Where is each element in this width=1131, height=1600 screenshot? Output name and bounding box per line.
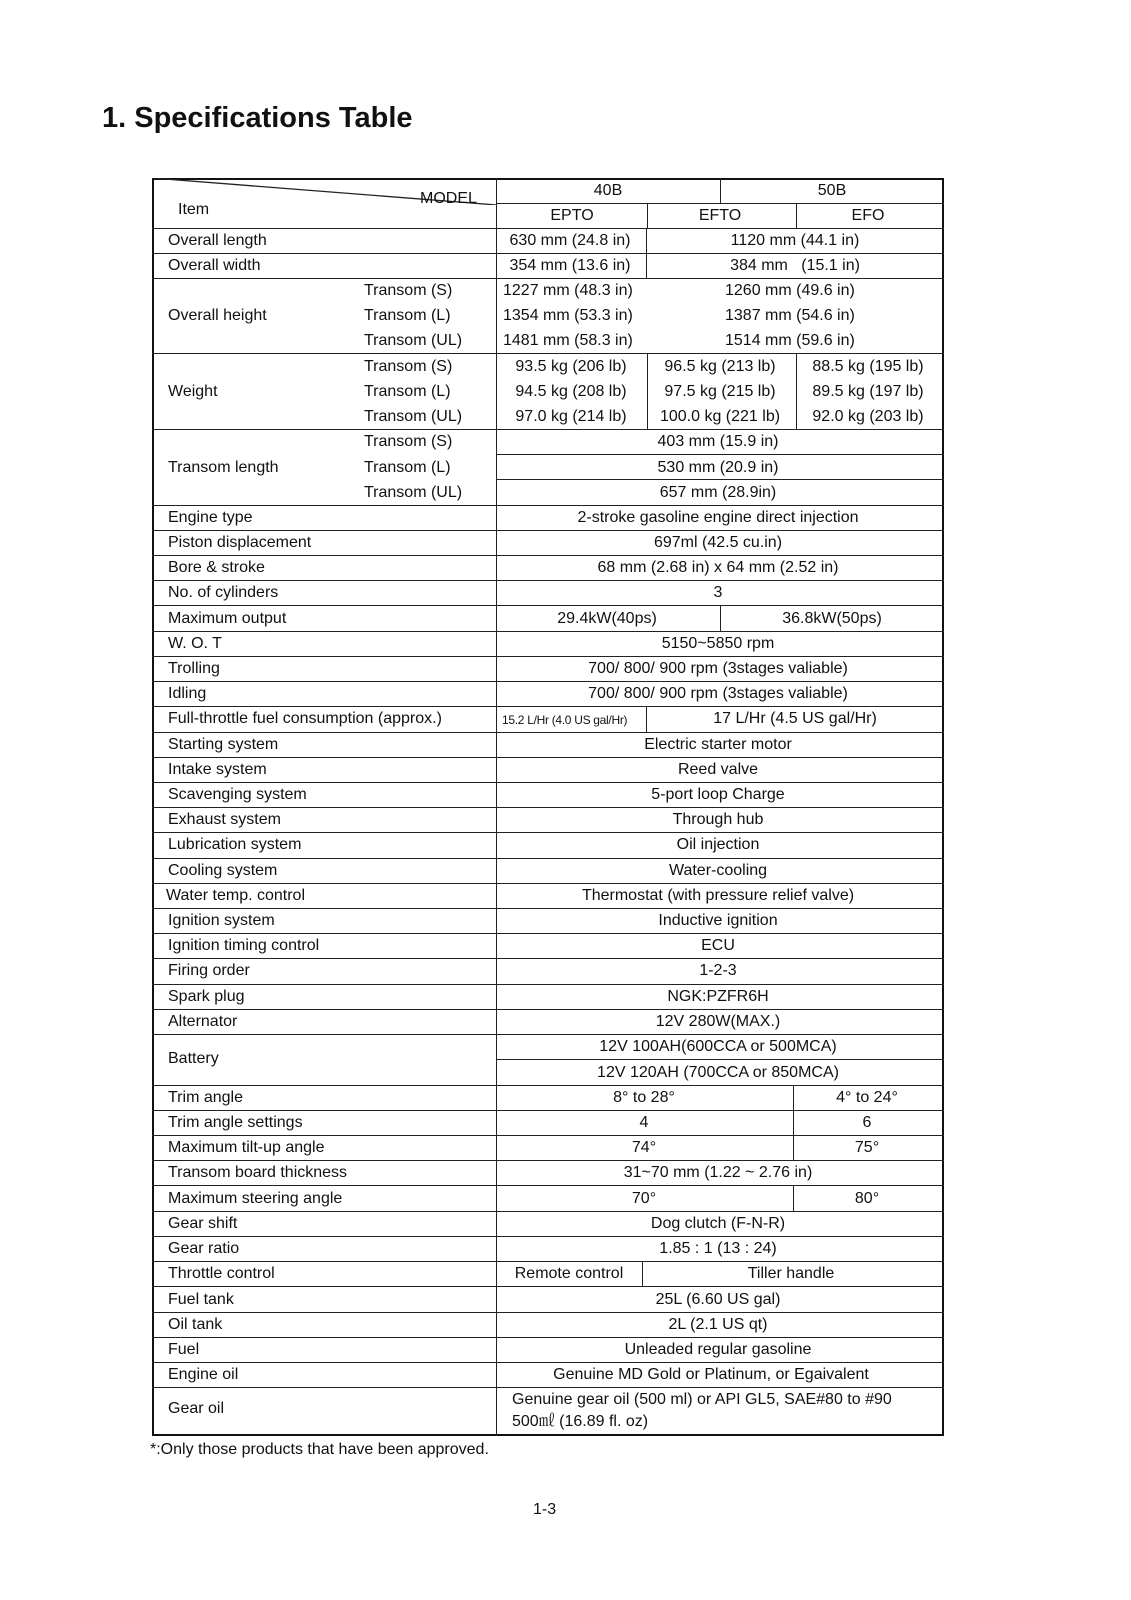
cell: Reed valve <box>677 761 759 778</box>
hline <box>152 1261 944 1262</box>
cell: 12V 280W(MAX.) <box>655 1013 781 1030</box>
cell: 4 <box>639 1114 649 1131</box>
hline <box>152 1185 944 1186</box>
sub-label: Transom (L) <box>364 459 451 476</box>
sub-label: Transom (S) <box>364 282 453 299</box>
hline <box>152 505 944 506</box>
cell: 1481 mm (58.3 in) <box>503 332 633 349</box>
cell: Genuine gear oil (500 ml) or API GL5, SAE#80 to #90 <box>512 1391 892 1408</box>
hline <box>152 353 944 354</box>
row-label: Idling <box>168 685 207 702</box>
row-label: Transom board thickness <box>168 1164 348 1181</box>
cell: Through hub <box>672 811 764 828</box>
cell: 1354 mm (53.3 in) <box>503 307 633 324</box>
hline <box>152 858 944 859</box>
divider-epto-efto-header <box>647 203 648 228</box>
cell: 68 mm (2.68 in) x 64 mm (2.52 in) <box>597 559 839 576</box>
hline <box>152 1135 944 1136</box>
cell: 630 mm (24.8 in) <box>509 232 631 249</box>
cell: 3 <box>713 584 723 601</box>
hline <box>152 1085 944 1086</box>
cell: 92.0 kg (203 lb) <box>812 408 924 425</box>
cell: 15.2 L/Hr (4.0 US gal/Hr) <box>502 713 628 727</box>
hline <box>152 807 944 808</box>
cell: 354 mm (13.6 in) <box>509 257 631 274</box>
cell: Water-cooling <box>668 862 768 879</box>
cell: 97.0 kg (214 lb) <box>515 408 627 425</box>
cell: 2-stroke gasoline engine direct injection <box>577 509 859 526</box>
hline <box>152 832 944 833</box>
cell: 384 mm (15.1 in) <box>730 257 860 274</box>
sub-label: Transom (UL) <box>364 332 463 349</box>
hline <box>152 681 944 682</box>
cell: 88.5 kg (195 lb) <box>812 358 924 375</box>
hline <box>152 1160 944 1161</box>
row-label: Gear oil <box>168 1400 225 1417</box>
cell: 100.0 kg (221 lb) <box>659 408 781 425</box>
divider-efto-efo-header <box>796 203 797 228</box>
row-label: Cooling system <box>168 862 278 879</box>
divider-40b-50b <box>720 178 721 203</box>
sub-label: Transom (L) <box>364 307 451 324</box>
row-label: W. O. T <box>168 635 222 652</box>
row-label: Exhaust system <box>168 811 281 828</box>
row-label: Ignition timing control <box>168 937 320 954</box>
row-label: Overall length <box>168 232 267 249</box>
hline <box>496 203 944 204</box>
cell: Thermostat (with pressure relief valve) <box>581 887 855 904</box>
hline <box>152 1286 944 1287</box>
hline <box>152 984 944 985</box>
cell: 1260 mm (49.6 in) <box>725 282 855 299</box>
hline <box>152 1110 944 1111</box>
sub-label: Transom (UL) <box>364 484 463 501</box>
row-label: Full-throttle fuel consumption (approx.) <box>168 710 442 727</box>
divider-trim <box>793 1085 794 1160</box>
cell: 697ml (42.5 cu.in) <box>653 534 783 551</box>
divider-weight-1 <box>647 354 648 429</box>
header-model-50b: 50B <box>817 182 847 199</box>
cell: 1227 mm (48.3 in) <box>503 282 633 299</box>
hline <box>152 253 944 254</box>
cell: 2L (2.1 US qt) <box>668 1316 768 1333</box>
header-model-40b: 40B <box>593 182 623 199</box>
hline <box>496 1059 944 1060</box>
row-label: Weight <box>168 383 218 400</box>
cell: 89.5 kg (197 lb) <box>812 383 924 400</box>
hline <box>152 883 944 884</box>
cell: Tiller handle <box>747 1265 835 1282</box>
row-label: Transom length <box>168 459 279 476</box>
cell: 500㎖ (16.89 fl. oz) <box>512 1413 649 1430</box>
cell: 6 <box>862 1114 872 1131</box>
row-label: Oil tank <box>168 1316 223 1333</box>
hline <box>152 530 944 531</box>
cell: 94.5 kg (208 lb) <box>515 383 627 400</box>
cell: Unleaded regular gasoline <box>624 1341 812 1358</box>
cell: 80° <box>854 1190 880 1207</box>
cell: Inductive ignition <box>658 912 778 929</box>
hline <box>152 933 944 934</box>
cell: 1.85 : 1 (13 : 24) <box>659 1240 777 1257</box>
cell: 8° to 28° <box>613 1089 675 1106</box>
hline <box>152 1009 944 1010</box>
hline <box>152 1387 944 1388</box>
sub-label: Transom (S) <box>364 358 453 375</box>
row-label: Water temp. control <box>166 887 306 904</box>
cell: 5150~5850 rpm <box>661 635 775 652</box>
cell: 700/ 800/ 900 rpm (3stages valiable) <box>588 660 848 677</box>
cell: 1514 mm (59.6 in) <box>725 332 855 349</box>
hline <box>152 1034 944 1035</box>
cell: NGK:PZFR6H <box>667 988 769 1005</box>
header-variant-epto: EPTO <box>550 207 594 224</box>
divider-fuel-consumption <box>646 707 647 732</box>
row-label: Overall height <box>168 307 267 324</box>
hline <box>152 757 944 758</box>
row-label: Engine oil <box>168 1366 239 1383</box>
row-label: Engine type <box>168 509 253 526</box>
row-label: Maximum output <box>168 610 287 627</box>
cell: 530 mm (20.9 in) <box>657 459 779 476</box>
cell: 29.4kW(40ps) <box>557 610 657 627</box>
hline <box>152 732 944 733</box>
row-label: Starting system <box>168 736 279 753</box>
row-label: Piston displacement <box>168 534 312 551</box>
cell: 12V 120AH (700CCA or 850MCA) <box>597 1064 839 1081</box>
hline <box>152 908 944 909</box>
hline <box>152 1236 944 1237</box>
cell: 1120 mm (44.1 in) <box>730 232 860 249</box>
hline <box>496 479 944 480</box>
hline <box>152 429 944 430</box>
divider-steering <box>793 1186 794 1211</box>
cell: Electric starter motor <box>644 736 792 753</box>
cell: Genuine MD Gold or Platinum, or Egaivalent <box>553 1366 869 1383</box>
cell: 31~70 mm (1.22 ~ 2.76 in) <box>623 1164 813 1181</box>
sub-label: Transom (S) <box>364 433 453 450</box>
row-label: Throttle control <box>168 1265 275 1282</box>
cell: Oil injection <box>676 836 760 853</box>
sub-label: Transom (L) <box>364 383 451 400</box>
row-label: Battery <box>168 1050 219 1067</box>
row-label: Ignition system <box>168 912 275 929</box>
hline <box>152 656 944 657</box>
cell: 403 mm (15.9 in) <box>657 433 779 450</box>
cell: ECU <box>701 937 735 954</box>
hline <box>152 278 944 279</box>
divider-max-output <box>720 606 721 631</box>
row-label: Lubrication system <box>168 836 302 853</box>
row-label: Intake system <box>168 761 267 778</box>
footnote: *:Only those products that have been approved. <box>150 1441 489 1458</box>
cell: 25L (6.60 US gal) <box>655 1291 781 1308</box>
cell: 75° <box>854 1139 880 1156</box>
row-label: Scavenging system <box>168 786 307 803</box>
hline <box>152 580 944 581</box>
cell: Dog clutch (F-N-R) <box>650 1215 786 1232</box>
row-label: Gear shift <box>168 1215 238 1232</box>
row-label: Fuel <box>168 1341 200 1358</box>
hline <box>152 631 944 632</box>
hline <box>152 605 944 606</box>
row-label: Alternator <box>168 1013 238 1030</box>
cell: 93.5 kg (206 lb) <box>515 358 627 375</box>
row-label: No. of cylinders <box>168 584 279 601</box>
page-number: 1-3 <box>533 1501 557 1518</box>
row-label: Fuel tank <box>168 1291 234 1308</box>
cell: 700/ 800/ 900 rpm (3stages valiable) <box>588 685 848 702</box>
cell: 74° <box>631 1139 657 1156</box>
hline <box>152 1362 944 1363</box>
hline <box>496 454 944 455</box>
cell: 70° <box>631 1190 657 1207</box>
header-model: MODEL <box>420 190 477 207</box>
divider-throttle <box>642 1261 643 1286</box>
hline <box>152 1337 944 1338</box>
hline <box>152 958 944 959</box>
cell: 36.8kW(50ps) <box>782 610 882 627</box>
row-label: Gear ratio <box>168 1240 240 1257</box>
cell: 12V 100AH(600CCA or 500MCA) <box>599 1038 837 1055</box>
divider-weight-2 <box>796 354 797 429</box>
cell: 1-2-3 <box>699 962 737 979</box>
row-label: Maximum tilt-up angle <box>168 1139 325 1156</box>
row-label: Overall width <box>168 257 261 274</box>
row-label: Spark plug <box>168 988 245 1005</box>
hline <box>152 1211 944 1212</box>
cell: Remote control <box>514 1265 624 1282</box>
cell: 97.5 kg (215 lb) <box>664 383 776 400</box>
row-label: Trolling <box>168 660 220 677</box>
row-label: Maximum steering angle <box>168 1190 343 1207</box>
header-item: Item <box>178 201 210 218</box>
cell: 17 L/Hr (4.5 US gal/Hr) <box>713 710 877 727</box>
hline <box>152 555 944 556</box>
row-label: Trim angle <box>168 1089 243 1106</box>
cell: 5-port loop Charge <box>651 786 785 803</box>
hline <box>152 782 944 783</box>
cell: 96.5 kg (213 lb) <box>664 358 776 375</box>
hline <box>152 228 944 229</box>
header-variant-efto: EFTO <box>698 207 742 224</box>
sub-label: Transom (UL) <box>364 408 463 425</box>
header-variant-efo: EFO <box>851 207 885 224</box>
cell: 4° to 24° <box>836 1089 898 1106</box>
cell: 657 mm (28.9in) <box>659 484 777 501</box>
hline <box>152 706 944 707</box>
row-label: Firing order <box>168 962 250 979</box>
hline <box>152 1312 944 1313</box>
page-title: 1. Specifications Table <box>102 102 413 134</box>
row-label: Bore & stroke <box>168 559 265 576</box>
row-label: Trim angle settings <box>168 1114 303 1131</box>
cell: 1387 mm (54.6 in) <box>725 307 855 324</box>
